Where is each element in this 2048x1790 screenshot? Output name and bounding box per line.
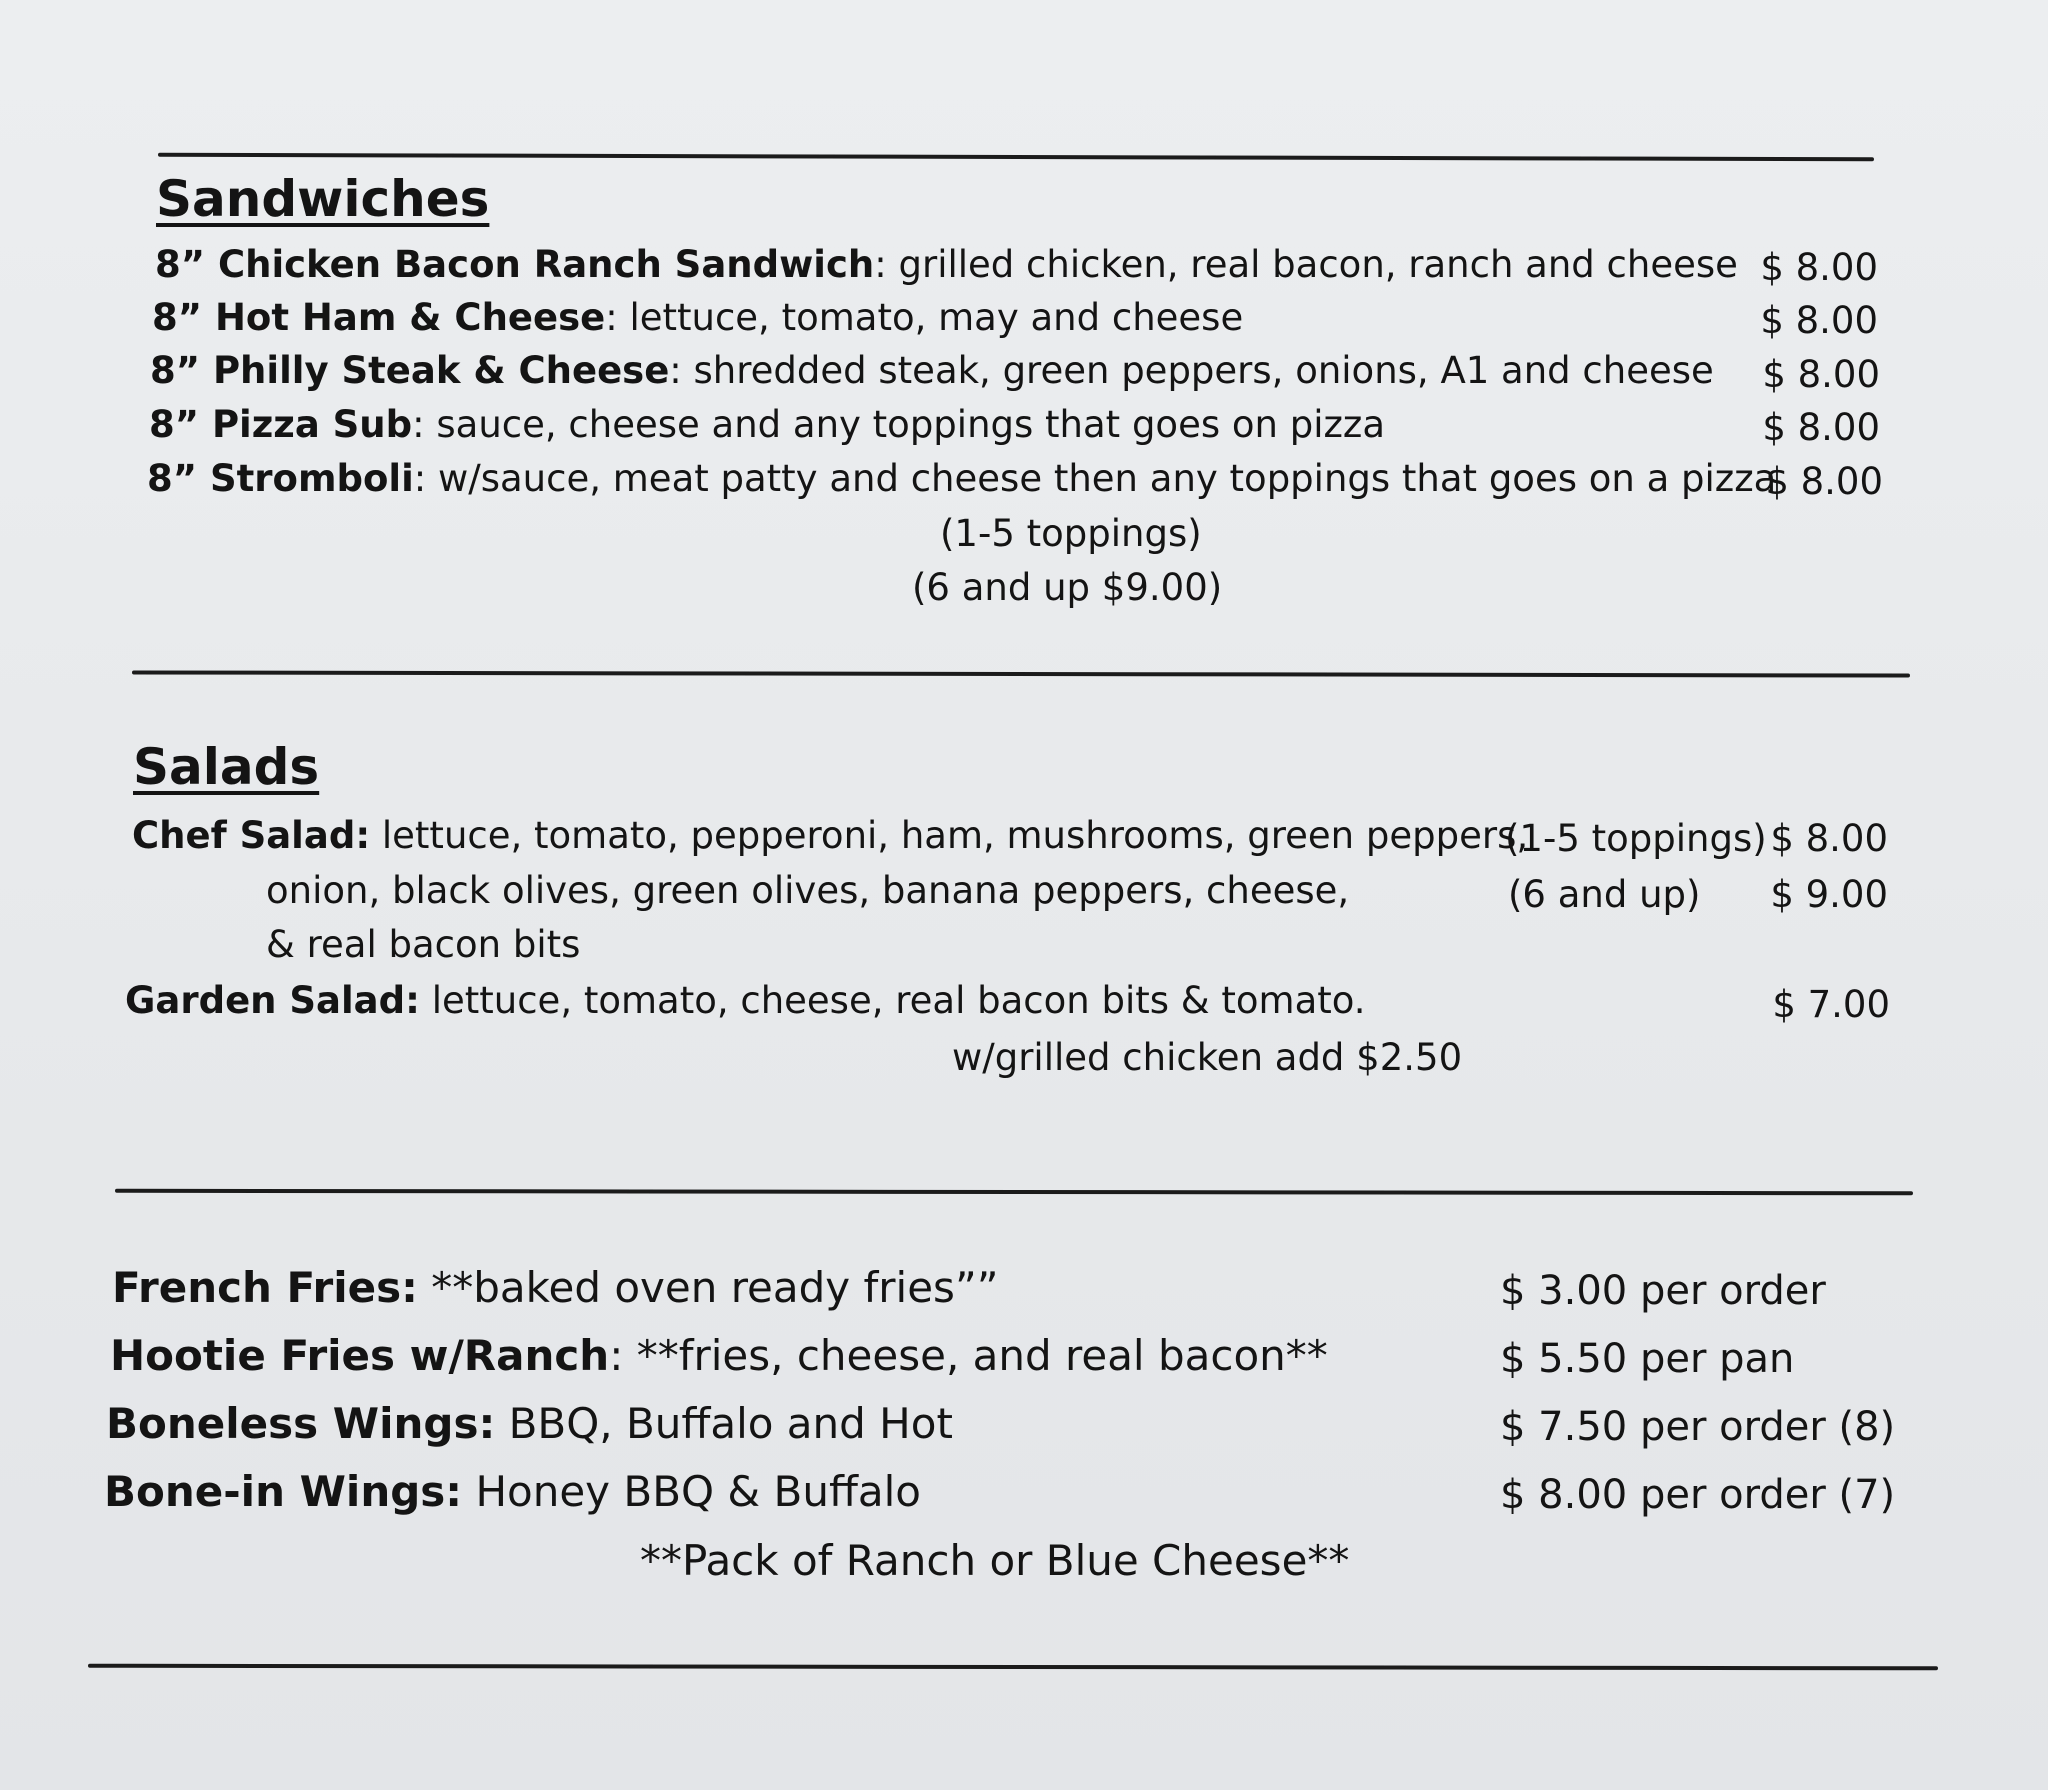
side-desc: BBQ, Buffalo and Hot xyxy=(495,1399,953,1448)
chef-salad-line-1 xyxy=(132,815,1528,858)
divider-sandwiches-salads xyxy=(132,670,1910,677)
side-desc: **baked oven ready fries”” xyxy=(417,1263,999,1312)
sandwich-price: $ 8.00 xyxy=(1760,299,1878,342)
garden-salad-price: $ 7.00 xyxy=(1772,983,1890,1026)
side-name: Boneless Wings: xyxy=(106,1399,496,1448)
sides-note: **Pack of Ranch or Blue Cheese** xyxy=(640,1536,1350,1585)
sandwich-price: $ 8.00 xyxy=(1762,353,1880,396)
sandwich-name: 8” Chicken Bacon Ranch Sandwich xyxy=(155,243,875,286)
side-name: French Fries: xyxy=(112,1263,418,1312)
salads-heading: Salads xyxy=(133,738,320,796)
sandwich-name: 8” Pizza Sub xyxy=(149,403,413,446)
sandwich-desc: : shredded steak, green peppers, onions, A1 and cheese xyxy=(669,349,1714,392)
sandwich-item xyxy=(147,458,1776,501)
side-desc: : **fries, cheese, and real bacon** xyxy=(609,1331,1328,1380)
sandwich-name: 8” Philly Steak & Cheese xyxy=(150,349,670,392)
chef-salad-line-3: & real bacon bits xyxy=(266,923,581,966)
side-price: $ 3.00 per order xyxy=(1500,1268,1826,1314)
sandwich-price: $ 8.00 xyxy=(1762,406,1880,449)
sandwich-item xyxy=(150,350,1714,393)
sandwich-name: 8” Hot Ham & Cheese xyxy=(152,296,606,339)
garden-salad-name: Garden Salad: xyxy=(125,979,420,1022)
side-price: $ 8.00 per order (7) xyxy=(1500,1472,1896,1518)
sandwiches-heading: Sandwiches xyxy=(156,170,490,228)
divider-top xyxy=(158,153,1874,161)
divider-bottom xyxy=(88,1664,1938,1671)
sandwich-name: 8” Stromboli xyxy=(147,457,414,500)
sandwich-item xyxy=(152,297,1243,340)
chef-salad-price-2: $ 9.00 xyxy=(1770,873,1888,916)
chef-salad-name: Chef Salad: xyxy=(132,814,371,857)
side-item xyxy=(104,1468,921,1516)
chef-salad-option-2: (6 and up) xyxy=(1508,873,1701,916)
side-item xyxy=(112,1264,998,1312)
sandwich-price: $ 8.00 xyxy=(1765,460,1883,503)
sandwich-desc: : grilled chicken, real bacon, ranch and cheese xyxy=(874,243,1738,286)
side-name: Hootie Fries w/Ranch xyxy=(110,1331,610,1380)
sandwich-desc: : sauce, cheese and any toppings that goes on pizza xyxy=(412,403,1385,446)
garden-salad-line xyxy=(125,980,1366,1023)
stromboli-note-toppings: (1-5 toppings) xyxy=(940,512,1202,555)
side-price: $ 5.50 per pan xyxy=(1500,1336,1795,1382)
stromboli-note-extra: (6 and up $9.00) xyxy=(912,566,1223,609)
side-name: Bone-in Wings: xyxy=(104,1467,463,1516)
chef-salad-line-2: onion, black olives, green olives, banana peppers, cheese, xyxy=(266,869,1350,912)
side-price: $ 7.50 per order (8) xyxy=(1500,1404,1896,1450)
sandwich-price: $ 8.00 xyxy=(1760,246,1878,289)
divider-salads-sides xyxy=(115,1189,1913,1196)
sandwich-desc: : lettuce, tomato, may and cheese xyxy=(605,296,1244,339)
chef-salad-option-1: (1-5 toppings) xyxy=(1505,817,1767,860)
side-item xyxy=(110,1332,1328,1380)
garden-salad-desc: lettuce, tomato, cheese, real bacon bits & tomato. xyxy=(419,979,1366,1022)
chef-salad-price-1: $ 8.00 xyxy=(1770,817,1888,860)
sandwich-desc: : w/sauce, meat patty and cheese then any toppings that goes on a pizza xyxy=(413,457,1777,500)
garden-salad-addon: w/grilled chicken add $2.50 xyxy=(952,1036,1463,1079)
side-desc: Honey BBQ & Buffalo xyxy=(462,1467,921,1516)
side-item xyxy=(106,1400,953,1448)
sandwich-item xyxy=(155,244,1738,287)
chef-salad-desc-1: lettuce, tomato, pepperoni, ham, mushrooms, green peppers, xyxy=(370,814,1529,857)
sandwich-item xyxy=(149,404,1385,447)
